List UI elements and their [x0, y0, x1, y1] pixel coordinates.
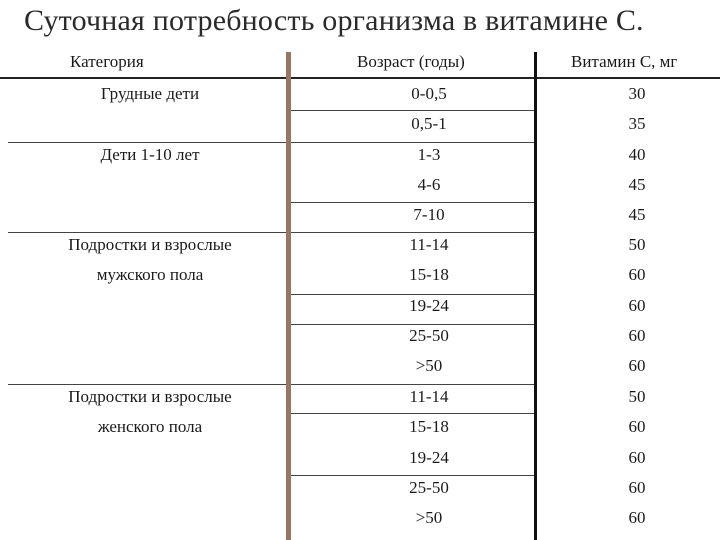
- age-cell: 11-14: [409, 235, 449, 254]
- vitamin-cell: 50: [628, 387, 646, 406]
- header-age: Возраст (годы): [357, 52, 465, 71]
- category-male-line2: мужского пола: [96, 265, 204, 284]
- age-cell: 4-6: [417, 175, 441, 194]
- vitamin-cell: 30: [628, 84, 646, 103]
- category-female-line2: женского пола: [97, 417, 203, 436]
- age-cell: >50: [415, 356, 443, 375]
- age-cell: 15-18: [409, 265, 449, 284]
- category-female-line1: Подростки и взрослые: [68, 387, 232, 406]
- age-cell: 1-3: [417, 145, 441, 164]
- row-divider: [291, 413, 534, 414]
- age-cell: 25-50: [409, 478, 449, 497]
- age-cell: 11-14: [409, 387, 449, 406]
- page-title: Суточная потребность организма в витамине С.: [24, 4, 644, 37]
- age-cell: 15-18: [409, 417, 449, 436]
- age-cell: 0,5-1: [411, 114, 447, 133]
- age-cell: 19-24: [409, 296, 449, 315]
- age-cell: 25-50: [409, 326, 449, 345]
- row-divider: [291, 324, 534, 325]
- row-divider: [291, 110, 534, 111]
- vitamin-cell: 35: [628, 114, 646, 133]
- vitamin-cell: 45: [628, 205, 646, 224]
- vitamin-cell: 60: [628, 356, 646, 375]
- category-male-line1: Подростки и взрослые: [68, 235, 232, 254]
- vitamin-cell: 60: [628, 296, 646, 315]
- group-divider: [8, 384, 287, 385]
- column-separator: [286, 52, 291, 540]
- header-vitamin: Витамин С, мг: [571, 52, 678, 71]
- row-divider: [291, 232, 534, 233]
- header-category: Категория: [70, 52, 144, 71]
- row-divider: [291, 142, 534, 143]
- vitamin-cell: 60: [628, 478, 646, 497]
- vitamin-cell: 45: [628, 175, 646, 194]
- group-divider: [8, 142, 287, 143]
- vitamin-cell: 60: [628, 448, 646, 467]
- row-divider: [291, 384, 534, 385]
- header-rule: [0, 77, 720, 79]
- row-divider: [291, 294, 534, 295]
- age-cell: 19-24: [409, 448, 449, 467]
- age-cell: 7-10: [413, 205, 445, 224]
- column-separator: [534, 52, 537, 540]
- group-divider: [8, 232, 287, 233]
- vitamin-cell: 60: [628, 417, 646, 436]
- category-children: Дети 1-10 лет: [100, 145, 200, 164]
- vitamin-cell: 60: [628, 265, 646, 284]
- row-divider: [291, 202, 534, 203]
- vitamin-cell: 40: [628, 145, 646, 164]
- age-cell: >50: [415, 508, 443, 527]
- vitamin-cell: 50: [628, 235, 646, 254]
- category-infants: Грудные дети: [100, 84, 200, 103]
- age-cell: 0-0,5: [411, 84, 447, 103]
- row-divider: [291, 475, 534, 476]
- vitamin-cell: 60: [628, 508, 646, 527]
- vitamin-cell: 60: [628, 326, 646, 345]
